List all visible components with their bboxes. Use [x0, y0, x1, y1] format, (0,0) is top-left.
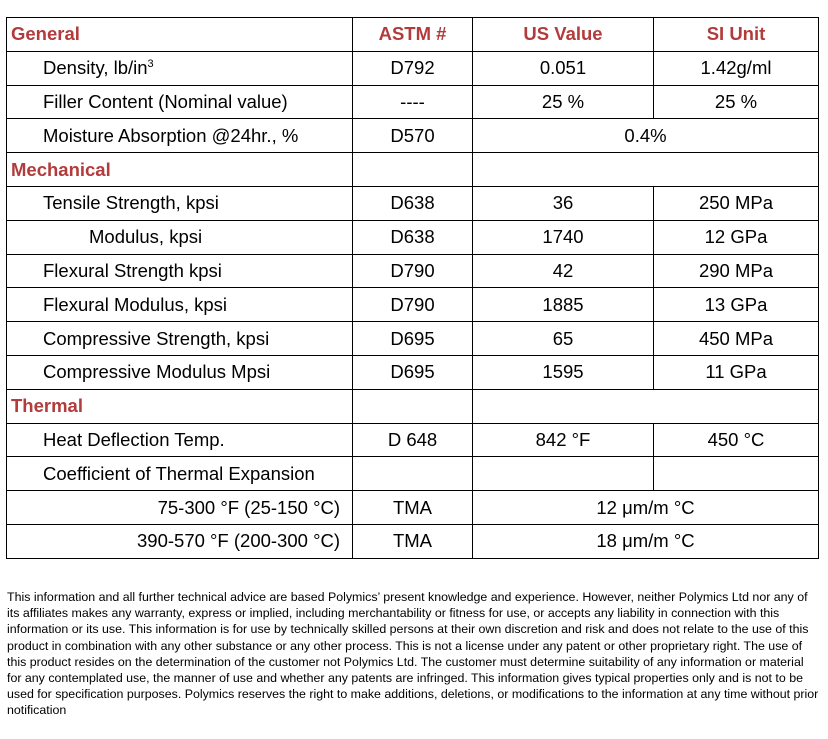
astm-value: D570	[353, 119, 473, 153]
empty-cell	[473, 153, 819, 187]
column-header-si-unit: SI Unit	[654, 18, 819, 52]
si-value: 450 MPa	[654, 322, 819, 356]
empty-cell	[473, 457, 654, 491]
si-value: 12 GPa	[654, 220, 819, 254]
astm-value: D695	[353, 322, 473, 356]
table-row	[7, 423, 819, 457]
merged-value: 0.4%	[473, 119, 819, 153]
section-general: General	[7, 18, 353, 52]
section-thermal: Thermal	[7, 389, 353, 423]
us-value: 1885	[473, 288, 654, 322]
property-label: Modulus, kpsi	[7, 220, 353, 254]
us-value: 36	[473, 186, 654, 220]
us-value: 0.051	[473, 51, 654, 85]
merged-value: 18 μm/m °C	[473, 524, 819, 558]
table-row	[7, 491, 819, 525]
si-value: 290 MPa	[654, 254, 819, 288]
us-value: 25 %	[473, 85, 654, 119]
us-value: 1595	[473, 355, 654, 389]
si-value: 11 GPa	[654, 355, 819, 389]
property-label: Compressive Modulus Mpsi	[7, 355, 353, 389]
column-header-us-value: US Value	[473, 18, 654, 52]
astm-value: D638	[353, 186, 473, 220]
property-label: 390-570 °F (200-300 °C)	[7, 524, 353, 558]
us-value: 1740	[473, 220, 654, 254]
empty-cell	[353, 389, 473, 423]
si-value: 1.42g/ml	[654, 51, 819, 85]
table-row	[7, 220, 819, 254]
astm-value: D792	[353, 51, 473, 85]
table-row	[7, 186, 819, 220]
column-header-astm: ASTM #	[353, 18, 473, 52]
section-mechanical: Mechanical	[7, 153, 353, 187]
si-value: 250 MPa	[654, 186, 819, 220]
table-row	[7, 85, 819, 119]
section-row	[7, 389, 819, 423]
table-header-row	[7, 18, 819, 52]
empty-cell	[654, 457, 819, 491]
table-row	[7, 322, 819, 356]
us-value: 42	[473, 254, 654, 288]
property-label: Heat Deflection Temp.	[7, 423, 353, 457]
empty-cell	[353, 457, 473, 491]
superscript: 3	[147, 58, 154, 71]
property-label: Coefficient of Thermal Expansion	[7, 457, 353, 491]
property-label: 75-300 °F (25-150 °C)	[7, 491, 353, 525]
astm-value: D790	[353, 288, 473, 322]
table-row	[7, 524, 819, 558]
property-label: Flexural Modulus, kpsi	[7, 288, 353, 322]
empty-cell	[353, 153, 473, 187]
property-label: Compressive Strength, kpsi	[7, 322, 353, 356]
table-row	[7, 355, 819, 389]
empty-cell	[473, 389, 819, 423]
astm-value: D695	[353, 355, 473, 389]
property-label: Flexural Strength kpsi	[7, 254, 353, 288]
properties-table	[6, 17, 819, 559]
property-label: Moisture Absorption @24hr., %	[7, 119, 353, 153]
astm-value: ----	[353, 85, 473, 119]
si-value: 450 °C	[654, 423, 819, 457]
table-row	[7, 457, 819, 491]
astm-value: TMA	[353, 491, 473, 525]
disclaimer-text: This information and all further technical advice are based Polymics’ present knowledge and experience. However, neither Polymics Ltd nor any of its affiliates makes any warranty, express or implied, including merchantability or fitness for use, or accepts any liability in connection with this information or its use. This information is for use by technically skilled persons at their own discretion and risk and does not relate to the use of this product in combination with any other substance or any other process. This is not a license under any patent or other proprietary right. The use of this product resides on the determination of the customer not Polymics Ltd. The customer must determine suitability of any information or material for any contemplated use, the manner of use and whether any patents are infringed. This information gives typical properties only and is not to be used for specification purposes. Polymics reserves the right to make additions, deletions, or modifications to the information at any time without prior notification	[7, 590, 819, 718]
property-label: Density, $lb/in^3$	[7, 51, 353, 85]
table-row	[7, 51, 819, 85]
si-value: 13 GPa	[654, 288, 819, 322]
table-row	[7, 288, 819, 322]
astm-value: D 648	[353, 423, 473, 457]
us-value: 842 °F	[473, 423, 654, 457]
property-label: Filler Content (Nominal value)	[7, 85, 353, 119]
table-row	[7, 254, 819, 288]
table-row	[7, 119, 819, 153]
astm-value: D790	[353, 254, 473, 288]
us-value: 65	[473, 322, 654, 356]
astm-value: TMA	[353, 524, 473, 558]
astm-value: D638	[353, 220, 473, 254]
si-value: 25 %	[654, 85, 819, 119]
merged-value: 12 μm/m °C	[473, 491, 819, 525]
section-row	[7, 153, 819, 187]
property-label: Tensile Strength, kpsi	[7, 186, 353, 220]
